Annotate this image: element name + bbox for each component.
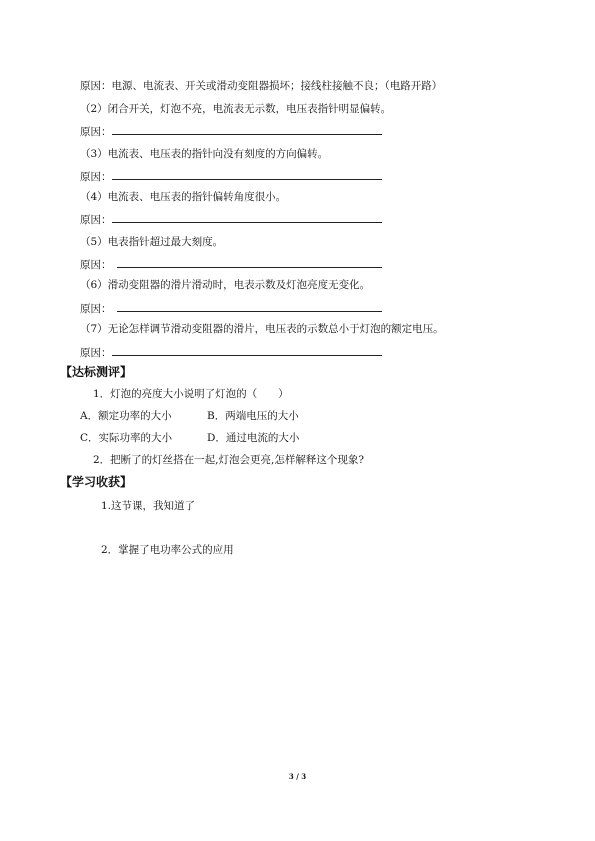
answer-blank[interactable] bbox=[112, 345, 382, 356]
reason-row-2 bbox=[80, 124, 382, 139]
evaluation-q1: 1．灯泡的亮度大小说明了灯泡的（ ） bbox=[93, 388, 289, 400]
reason-label: 原因： bbox=[80, 303, 112, 315]
page-number: 3 / 3 bbox=[288, 772, 307, 781]
answer-blank[interactable] bbox=[117, 301, 382, 312]
reason-label: 原因： bbox=[80, 126, 112, 138]
option-a[interactable]: A．额定功率的大小 bbox=[80, 410, 172, 422]
answer-blank[interactable] bbox=[117, 257, 382, 268]
reason-label: 原因： bbox=[80, 214, 112, 226]
reason-label: 原因： bbox=[80, 259, 112, 271]
evaluation-heading: 【达标测评】 bbox=[60, 365, 133, 379]
reason-label: 原因： bbox=[80, 347, 112, 359]
answer-blank[interactable] bbox=[112, 124, 382, 135]
gains-item-2: 2．掌握了电功率公式的应用 bbox=[101, 544, 234, 556]
reason-row-6 bbox=[80, 301, 382, 316]
answer-blank[interactable] bbox=[112, 212, 382, 223]
question-6: （6）滑动变阻器的滑片滑动时，电表示数及灯泡亮度无变化。 bbox=[80, 279, 371, 291]
gains-item-1: 1.这节课，我知道了 bbox=[101, 500, 196, 512]
option-c[interactable]: C．实际功率的大小 bbox=[80, 432, 173, 444]
evaluation-q2: 2．把断了的灯丝搭在一起,灯泡会更亮,怎样解释这个现象? bbox=[93, 454, 364, 466]
reason-label: 原因： bbox=[80, 171, 112, 183]
option-b[interactable]: B．两端电压的大小 bbox=[207, 410, 299, 422]
answer-blank[interactable] bbox=[112, 169, 382, 180]
question-7: （7）无论怎样调节滑动变阻器的滑片，电压表的示数总小于灯泡的额定电压。 bbox=[80, 323, 444, 335]
question-2: （2）闭合开关，灯泡不亮，电流表无示数，电压表指针明显偏转。 bbox=[80, 103, 392, 115]
question-3: （3）电流表、电压表的指针向没有刻度的方向偏转。 bbox=[80, 148, 329, 160]
reason-row-5 bbox=[80, 257, 382, 272]
reason-row-4 bbox=[80, 212, 382, 227]
gains-heading: 【学习收获】 bbox=[60, 475, 133, 489]
reason-line-1: 原因：电源、电流表、开关或滑动变阻器损坏；接线柱接触不良；（电路开路） bbox=[80, 80, 443, 92]
question-5: （5）电表指针超过最大刻度。 bbox=[80, 236, 224, 248]
question-4: （4）电流表、电压表的指针偏转角度很小。 bbox=[80, 191, 287, 203]
option-d[interactable]: D．通过电流的大小 bbox=[207, 432, 300, 444]
reason-row-3 bbox=[80, 169, 382, 184]
reason-row-7 bbox=[80, 345, 382, 360]
